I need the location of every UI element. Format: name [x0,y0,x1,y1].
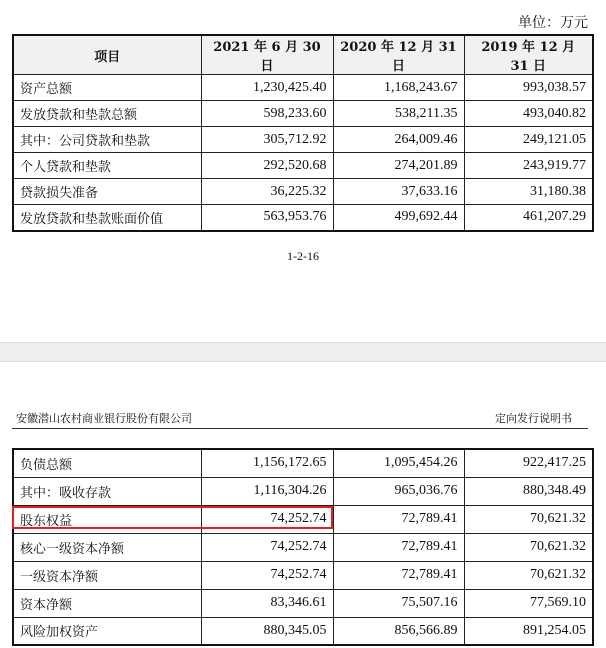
value-cell: 31,180.38 [464,179,593,205]
value-cell: 243,919.77 [464,153,593,179]
table-row [13,533,593,561]
table-row [13,477,593,505]
value-cell: 499,692.44 [333,205,464,231]
row-label: 资产总额 [13,75,201,101]
value-cell: 965,036.76 [333,477,464,505]
row-label: 核心一级资本净额 [13,533,201,561]
financial-table-top [12,34,594,232]
value-cell: 75,507.16 [333,589,464,617]
value-cell: 77,569.10 [464,589,593,617]
value-cell: 1,168,243.67 [333,75,464,101]
value-cell: 83,346.61 [201,589,333,617]
table-header-row [13,35,593,75]
value-cell: 274,201.89 [333,153,464,179]
table-row [13,205,593,231]
value-cell: 880,345.05 [201,617,333,645]
value-cell: 74,252.74 [201,533,333,561]
header-2020-12-31: 2020 年 12 月 31 日 [333,35,464,75]
financial-table-bottom [12,448,594,646]
header-item: 项目 [13,35,201,75]
company-name: 安徽潜山农村商业银行股份有限公司 [16,412,192,425]
value-cell: 305,712.92 [201,127,333,153]
value-cell: 249,121.05 [464,127,593,153]
row-label: 贷款损失准备 [13,179,201,205]
value-cell: 538,211.35 [333,101,464,127]
value-cell: 72,789.41 [333,561,464,589]
row-label: 资本净额 [13,589,201,617]
row-label: 发放贷款和垫款账面价值 [13,205,201,231]
value-cell: 461,207.29 [464,205,593,231]
value-cell: 856,566.89 [333,617,464,645]
value-cell: 72,789.41 [333,505,464,533]
row-label: 其中：吸收存款 [13,477,201,505]
document-title: 定向发行说明书 [495,412,572,425]
row-label: 负债总额 [13,449,201,477]
value-cell: 880,348.49 [464,477,593,505]
page-break [0,342,606,362]
header-2021-06-30: 2021 年 6 月 30 日 [201,35,333,75]
value-cell: 72,789.41 [333,533,464,561]
value-cell: 1,116,304.26 [201,477,333,505]
row-label: 股东权益 [13,505,201,533]
row-label: 发放贷款和垫款总额 [13,101,201,127]
value-cell: 993,038.57 [464,75,593,101]
value-cell: 264,009.46 [333,127,464,153]
page-number: 1-2-16 [287,249,319,263]
value-cell: 70,621.32 [464,505,593,533]
value-cell: 493,040.82 [464,101,593,127]
row-label: 其中：公司贷款和垫款 [13,127,201,153]
table-row [13,75,593,101]
header-2019-12-31: 2019 年 12 月 31 日 [464,35,593,75]
row-label: 风险加权资产 [13,617,201,645]
table-row [13,589,593,617]
header-divider [12,428,588,429]
row-label: 一级资本净额 [13,561,201,589]
value-cell: 1,230,425.40 [201,75,333,101]
value-cell: 563,953.76 [201,205,333,231]
value-cell: 70,621.32 [464,561,593,589]
table-row [13,449,593,477]
table-row [13,127,593,153]
unit-label: 单位：万元 [518,15,588,31]
value-cell: 74,252.74 [201,561,333,589]
value-cell: 74,252.74 [201,505,333,533]
value-cell: 598,233.60 [201,101,333,127]
table-row [13,561,593,589]
row-label: 个人贷款和垫款 [13,153,201,179]
value-cell: 891,254.05 [464,617,593,645]
value-cell: 37,633.16 [333,179,464,205]
table-row [13,101,593,127]
value-cell: 922,417.25 [464,449,593,477]
value-cell: 70,621.32 [464,533,593,561]
table-row [13,617,593,645]
table-row [13,179,593,205]
value-cell: 292,520.68 [201,153,333,179]
value-cell: 1,095,454.26 [333,449,464,477]
value-cell: 1,156,172.65 [201,449,333,477]
table-row [13,153,593,179]
table-row [13,505,593,533]
value-cell: 36,225.32 [201,179,333,205]
